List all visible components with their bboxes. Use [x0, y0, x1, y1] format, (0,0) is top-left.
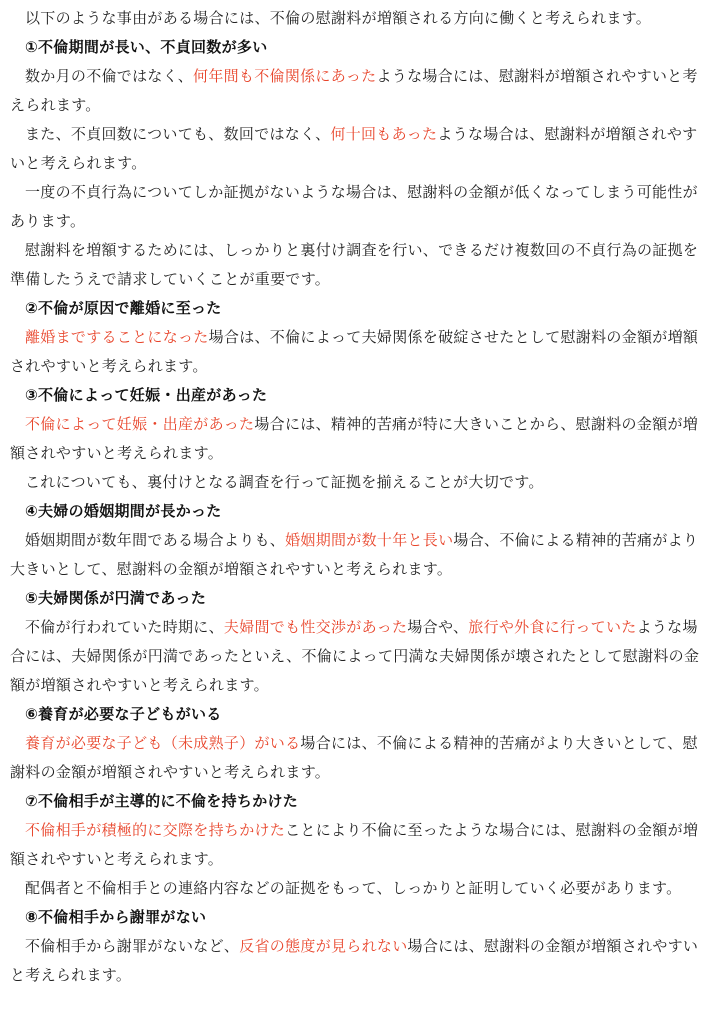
section-heading: ①不倫期間が長い、不貞回数が多い	[25, 38, 268, 56]
text-run: 慰謝料を増額するためには、しっかりと裏付け調査を行い、できるだけ複数回の不貞行為の証拠を準備したうえで請求していくことが重要です。	[10, 241, 699, 288]
text-run: 場合、不倫による精神的苦痛がより大きいとして、慰謝料の金額が増額されやすいと考えられます。	[10, 531, 699, 578]
section-heading: ②不倫が原因で離婚に至った	[25, 299, 222, 317]
paragraph	[10, 236, 712, 294]
text-run: 一度の不貞行為についてしか証拠がないような場合は、慰謝料の金額が低くなってしまう可能性があります。	[10, 183, 698, 230]
text-run: 場合には、慰謝料の金額が増額されやすいと考えられます。	[10, 937, 699, 984]
highlighted-text: 不倫相手が積極的に交際を持ちかけた	[25, 821, 286, 839]
section-heading: ④夫婦の婚姻期間が長かった	[25, 502, 222, 520]
paragraph	[10, 62, 712, 120]
highlighted-text: 夫婦間でも性交渉があった	[223, 618, 408, 636]
highlighted-text: 離婚まですることになった	[25, 328, 209, 346]
highlighted-text: 旅行や外食に行っていた	[468, 618, 637, 636]
text-run: 婚姻期間が数年間である場合よりも、	[25, 531, 286, 549]
section-heading: ⑧不倫相手から謝罪がない	[25, 908, 207, 926]
paragraph	[10, 178, 712, 236]
text-run: これについても、裏付けとなる調査を行って証拠を揃えることが大切です。	[25, 473, 544, 491]
section-heading: ⑥養育が必要な子どもがいる	[25, 705, 222, 723]
paragraph	[10, 4, 712, 33]
paragraph	[10, 932, 712, 990]
text-run: 以下のような事由がある場合には、不倫の慰謝料が増額される方向に働くと考えられます。	[25, 9, 652, 27]
paragraph	[10, 613, 712, 700]
highlighted-text: 何年間も不倫関係にあった	[193, 67, 377, 85]
highlighted-text: 不倫によって妊娠・出産があった	[25, 415, 255, 433]
highlighted-text: 何十回もあった	[330, 125, 438, 143]
paragraph	[10, 874, 712, 903]
text-run: ような場合には、夫婦関係が円満であったといえ、不倫によって円満な夫婦関係が壊されたとして慰謝料の金額が増額されやすいと考えられます。	[10, 618, 700, 694]
text-run: 場合や、	[407, 618, 469, 636]
paragraph	[10, 323, 712, 381]
paragraph	[10, 816, 712, 874]
section-heading: ⑤夫婦関係が円満であった	[25, 589, 207, 607]
text-run: 数か月の不倫ではなく、	[25, 67, 194, 85]
text-run: また、不貞回数についても、数回ではなく、	[25, 125, 331, 143]
section-heading: ③不倫によって妊娠・出産があった	[25, 386, 268, 404]
text-run: 不倫相手から謝罪がないなど、	[25, 937, 240, 955]
text-run: 場合には、精神的苦痛が特に大きいことから、慰謝料の金額が増額されやすいと考えられます。	[10, 415, 699, 462]
paragraph	[10, 120, 712, 178]
text-run: ような場合は、慰謝料が増額されやすいと考えられます。	[10, 125, 698, 172]
text-run: ような場合には、慰謝料が増額されやすいと考えられます。	[10, 67, 698, 114]
paragraph	[10, 729, 712, 787]
text-run: 不倫が行われていた時期に、	[25, 618, 224, 636]
text-run: 場合は、不倫によって夫婦関係を破綻させたとして慰謝料の金額が増額されやすいと考えられます。	[10, 328, 699, 375]
section-heading: ⑦不倫相手が主導的に不倫を持ちかけた	[25, 792, 299, 810]
paragraph	[10, 526, 712, 584]
paragraph	[10, 410, 712, 468]
highlighted-text: 養育が必要な子ども（未成熟子）がいる	[25, 734, 301, 752]
text-run: 場合には、不倫による精神的苦痛がより大きいとして、慰謝料の金額が増額されやすいと考えられます。	[10, 734, 698, 781]
paragraph	[10, 468, 712, 497]
highlighted-text: 反省の態度が見られない	[239, 937, 408, 955]
text-run: ことにより不倫に至ったような場合には、慰謝料の金額が増額されやすいと考えられます。	[10, 821, 699, 868]
text-run: 配偶者と不倫相手との連絡内容などの証拠をもって、しっかりと証明していく必要があります。	[25, 879, 682, 897]
highlighted-text: 婚姻期間が数十年と長い	[285, 531, 454, 549]
